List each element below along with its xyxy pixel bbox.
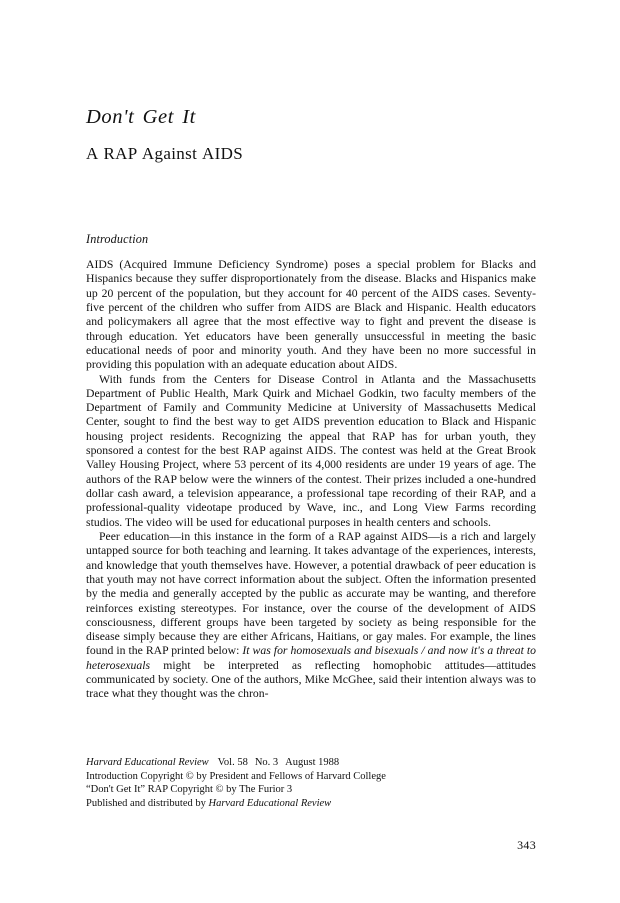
footer-issue-number: No. 3: [254, 757, 279, 768]
footer-line-rap-copyright: “Don't Get It” RAP Copyright © by The Furior 3: [86, 784, 293, 796]
page-number: 343: [517, 838, 536, 852]
paragraph-3-text-before-quote: Peer education—in this instance in the form of a RAP against AIDS—is a rich and largely untapped source for both teaching and learning. It takes advantage of the experiences, interests, and knowledge that youth themselves have. However, a potential drawback of peer education is that youth may not have correct information about the subject. Often the information presented by the media and generally accepted by the public as accurate may be wanting, and therefore reinforces existing stereotypes. For instance, over the course of the development of AIDS consciousness, different groups have been targeted by society as being responsible for the disease simply because they are either Africans, Haitians, or gay males. For example, the lines found in the RAP printed below:: [86, 529, 536, 658]
footer-publisher-journal: Harvard Educational Review: [208, 797, 332, 809]
paragraph-1: AIDS (Acquired Immune Deficiency Syndrome) poses a special problem for Blacks and Hispanics because they suffer disproportionately from the disease. Blacks and Hispanics make up 20 percent of the population, but they account for 40 percent of the AIDS cases. Seventy-five percent of the children who suffer from AIDS are Black and Hispanic. Health educators and policymakers all agree that the most effective way to fight and prevent the disease is through education. Yet educators have been generally unsuccessful in meeting the basic educational needs of poor and minority youth. And they have been no more successful in providing this population with an adequate education about AIDS.: [86, 258, 536, 372]
footer-issue-date: August 1988: [285, 757, 340, 768]
footer-line-publisher: [86, 797, 546, 811]
footer-publisher-prefix: Published and distributed by: [86, 797, 209, 809]
footer-line-citation: [86, 756, 546, 770]
section-heading-introduction: Introduction: [86, 232, 149, 246]
paragraph-2: With funds from the Centers for Disease Control in Atlanta and the Massachusetts Department of Public Health, Mark Quirk and Michael Godkin, two faculty members of the Department of Family and Community Medicine at University of Massachusetts Medical Center, sought to find the best way to get AIDS prevention education to Black and Hispanic housing project residents. Recognizing the appeal that RAP has for urban youth, they sponsored a contest for the best RAP against AIDS. The contest was held at the Great Brook Valley Housing Project, where 53 percent of its 4,000 residents are under 19 years of age. The authors of the RAP below were the winners of the contest. Their prizes included a one-hundred dollar cash award, a television appearance, a professional tape recording of their RAP, and a professional-quality videotape produced by Wave, inc., and Long View Farms recording studios. The video will be used for educational purposes in health centers and schools.: [86, 372, 536, 529]
footer-volume: Vol. 58: [217, 757, 248, 768]
footer-line-intro-copyright: Introduction Copyright © by President and Fellows of Harvard College: [86, 770, 386, 782]
page-title: Don't Get It: [86, 106, 196, 128]
footer-journal-name: Harvard Educational Review: [86, 757, 209, 768]
paragraph-3-italic-quote: It was for homosexuals and bisexuals / and now it's a threat to heterosexuals: [86, 644, 536, 672]
paragraph-3-text-after-quote: might be interpreted as reflecting homophobic attitudes—attitudes communicated by society. One of the authors, Mike McGhee, said their intention always was to trace what they thought was the chron-: [86, 658, 536, 701]
page-subtitle: A RAP Against AIDS: [86, 143, 244, 163]
paragraph-3: [86, 530, 536, 702]
footer-imprint: [86, 756, 546, 810]
body-column: [86, 232, 536, 702]
title-block: [86, 107, 536, 162]
